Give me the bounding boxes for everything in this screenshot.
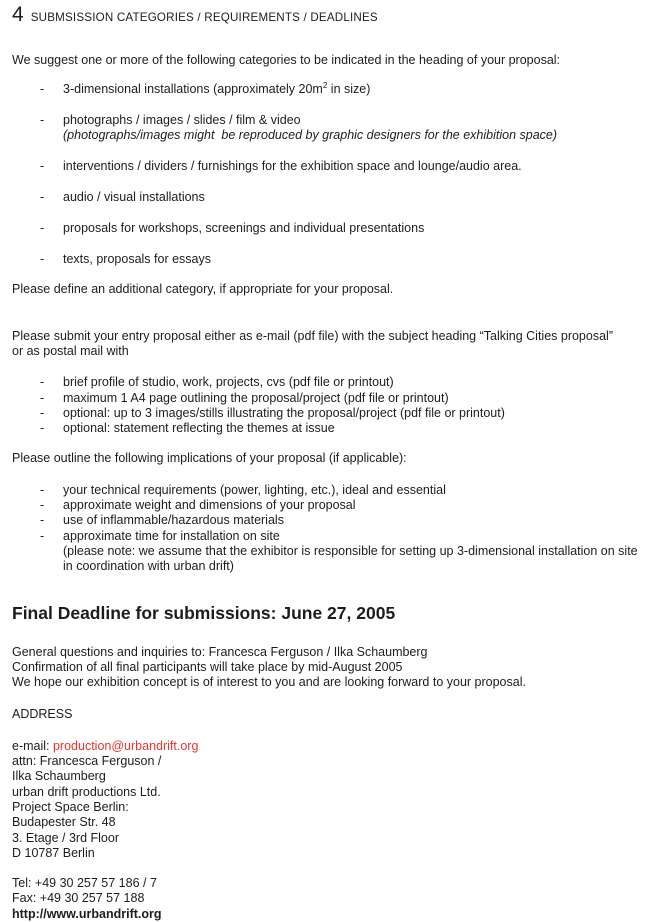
category-item	[12, 252, 645, 267]
submit-item	[12, 391, 645, 406]
submit-item-text: brief profile of studio, work, projects, cvs (pdf file or printout)	[63, 375, 394, 390]
category-text: texts, proposals for essays	[63, 251, 211, 266]
submit-item-text: optional: up to 3 images/stills illustrating the proposal/project (pdf file or printout)	[63, 405, 505, 420]
bullet-dash: -	[40, 421, 45, 436]
implication-item	[12, 498, 645, 513]
category-item	[12, 221, 645, 236]
fax-line: Fax: +49 30 257 57 188	[12, 891, 145, 906]
address-line: Project Space Berlin:	[12, 799, 129, 814]
email-link[interactable]: production@urbandrift.org	[52, 738, 199, 753]
category-item	[12, 113, 645, 144]
deadline-heading: Final Deadline for submissions: June 27, 2005	[12, 602, 396, 623]
closing-line: General questions and inquiries to: Francesca Ferguson / Ilka Schaumberg	[12, 644, 428, 659]
implication-note-line2: in coordination with urban drift)	[63, 559, 234, 574]
category-text: proposals for workshops, screenings and individual presentations	[63, 220, 425, 235]
email-line	[12, 739, 645, 754]
address-line: D 10787 Berlin	[12, 845, 95, 860]
implication-item-text: approximate weight and dimensions of your proposal	[63, 498, 356, 513]
submit-intro-paragraph	[12, 329, 645, 360]
address-line: urban drift productions Ltd.	[12, 784, 161, 799]
bullet-dash: -	[40, 482, 45, 497]
category-text: audio / visual installations	[63, 189, 205, 204]
bullet-dash: -	[40, 405, 45, 420]
implications-intro-paragraph: Please outline the following implications of your proposal (if applicable):	[12, 451, 407, 466]
implication-item-text: use of inflammable/hazardous materials	[63, 513, 284, 528]
implication-item	[12, 529, 645, 575]
category-text: interventions / dividers / furnishings for the exhibition space and lounge/audio area.	[63, 159, 522, 174]
implication-item	[12, 483, 645, 498]
category-item	[12, 159, 645, 174]
address-line: Ilka Schaumberg	[12, 769, 106, 784]
bullet-dash: -	[40, 82, 45, 97]
bullet-dash: -	[40, 528, 45, 543]
category-text-pre: 3-dimensional installations (approximately 20m	[63, 82, 323, 97]
intro-paragraph: We suggest one or more of the following categories to be indicated in the heading of your proposal:	[12, 53, 561, 67]
closing-paragraph	[12, 645, 645, 691]
bullet-dash: -	[40, 220, 45, 235]
category-item	[12, 82, 645, 97]
additional-category-paragraph: Please define an additional category, if appropriate for your proposal.	[12, 282, 394, 297]
address-line: Budapester Str. 48	[12, 815, 116, 830]
bullet-dash: -	[40, 189, 45, 204]
contact-block	[12, 876, 645, 922]
tel-line: Tel: +49 30 257 57 186 / 7	[12, 876, 157, 891]
submit-item	[12, 406, 645, 421]
bullet-dash: -	[40, 513, 45, 528]
submit-intro-line2: or as postal mail with	[12, 343, 129, 358]
submit-item	[12, 375, 645, 390]
implications-list	[12, 483, 645, 575]
submit-intro-line1: Please submit your entry proposal either as e-mail (pdf file) with the subject heading “Talking Cities proposal”	[12, 328, 613, 343]
email-label: e-mail:	[12, 738, 53, 753]
website-link[interactable]: http://www.urbandrift.org	[12, 906, 162, 921]
implication-item-line: approximate time for installation on site	[63, 528, 280, 543]
closing-line: We hope our exhibition concept is of interest to you and are looking forward to your proposal.	[12, 675, 526, 690]
submit-item-text: optional: statement reflecting the themes at issue	[63, 421, 335, 436]
bullet-dash: -	[40, 113, 45, 128]
category-text-line: photographs / images / slides / film & video	[63, 113, 301, 128]
category-text-post: in size)	[327, 82, 371, 97]
category-text	[63, 113, 645, 144]
category-text	[63, 82, 645, 97]
implication-note-line1: (please note: we assume that the exhibitor is responsible for setting up 3-dimensional installation on site	[63, 543, 638, 558]
section-heading	[12, 0, 645, 26]
submit-item-text: maximum 1 A4 page outlining the proposal/project (pdf file or printout)	[63, 390, 449, 405]
submit-item	[12, 421, 645, 436]
address-label: ADDRESS	[12, 707, 73, 722]
section-number: 4	[12, 3, 24, 26]
implication-item	[12, 513, 645, 528]
bullet-dash: -	[40, 375, 45, 390]
bullet-dash: -	[40, 390, 45, 405]
bullet-dash: -	[40, 159, 45, 174]
address-line: 3. Etage / 3rd Floor	[12, 830, 120, 845]
section-title: SUBMSISSION CATEGORIES / REQUIREMENTS / DEADLINES	[30, 11, 378, 24]
address-line: attn: Francesca Ferguson /	[12, 754, 162, 769]
address-block	[12, 739, 645, 861]
bullet-dash: -	[40, 498, 45, 513]
category-item	[12, 190, 645, 205]
implication-item-text: your technical requirements (power, lighting, etc.), ideal and essential	[63, 482, 446, 497]
category-list	[12, 82, 645, 267]
category-italic-note: (photographs/images might be reproduced by graphic designers for the exhibition space)	[63, 128, 558, 143]
implication-item-text	[63, 529, 645, 575]
superscript-2: 2	[322, 81, 328, 91]
bullet-dash: -	[40, 251, 45, 266]
submit-items-list	[12, 375, 645, 436]
closing-line: Confirmation of all final participants will take place by mid-August 2005	[12, 659, 403, 674]
